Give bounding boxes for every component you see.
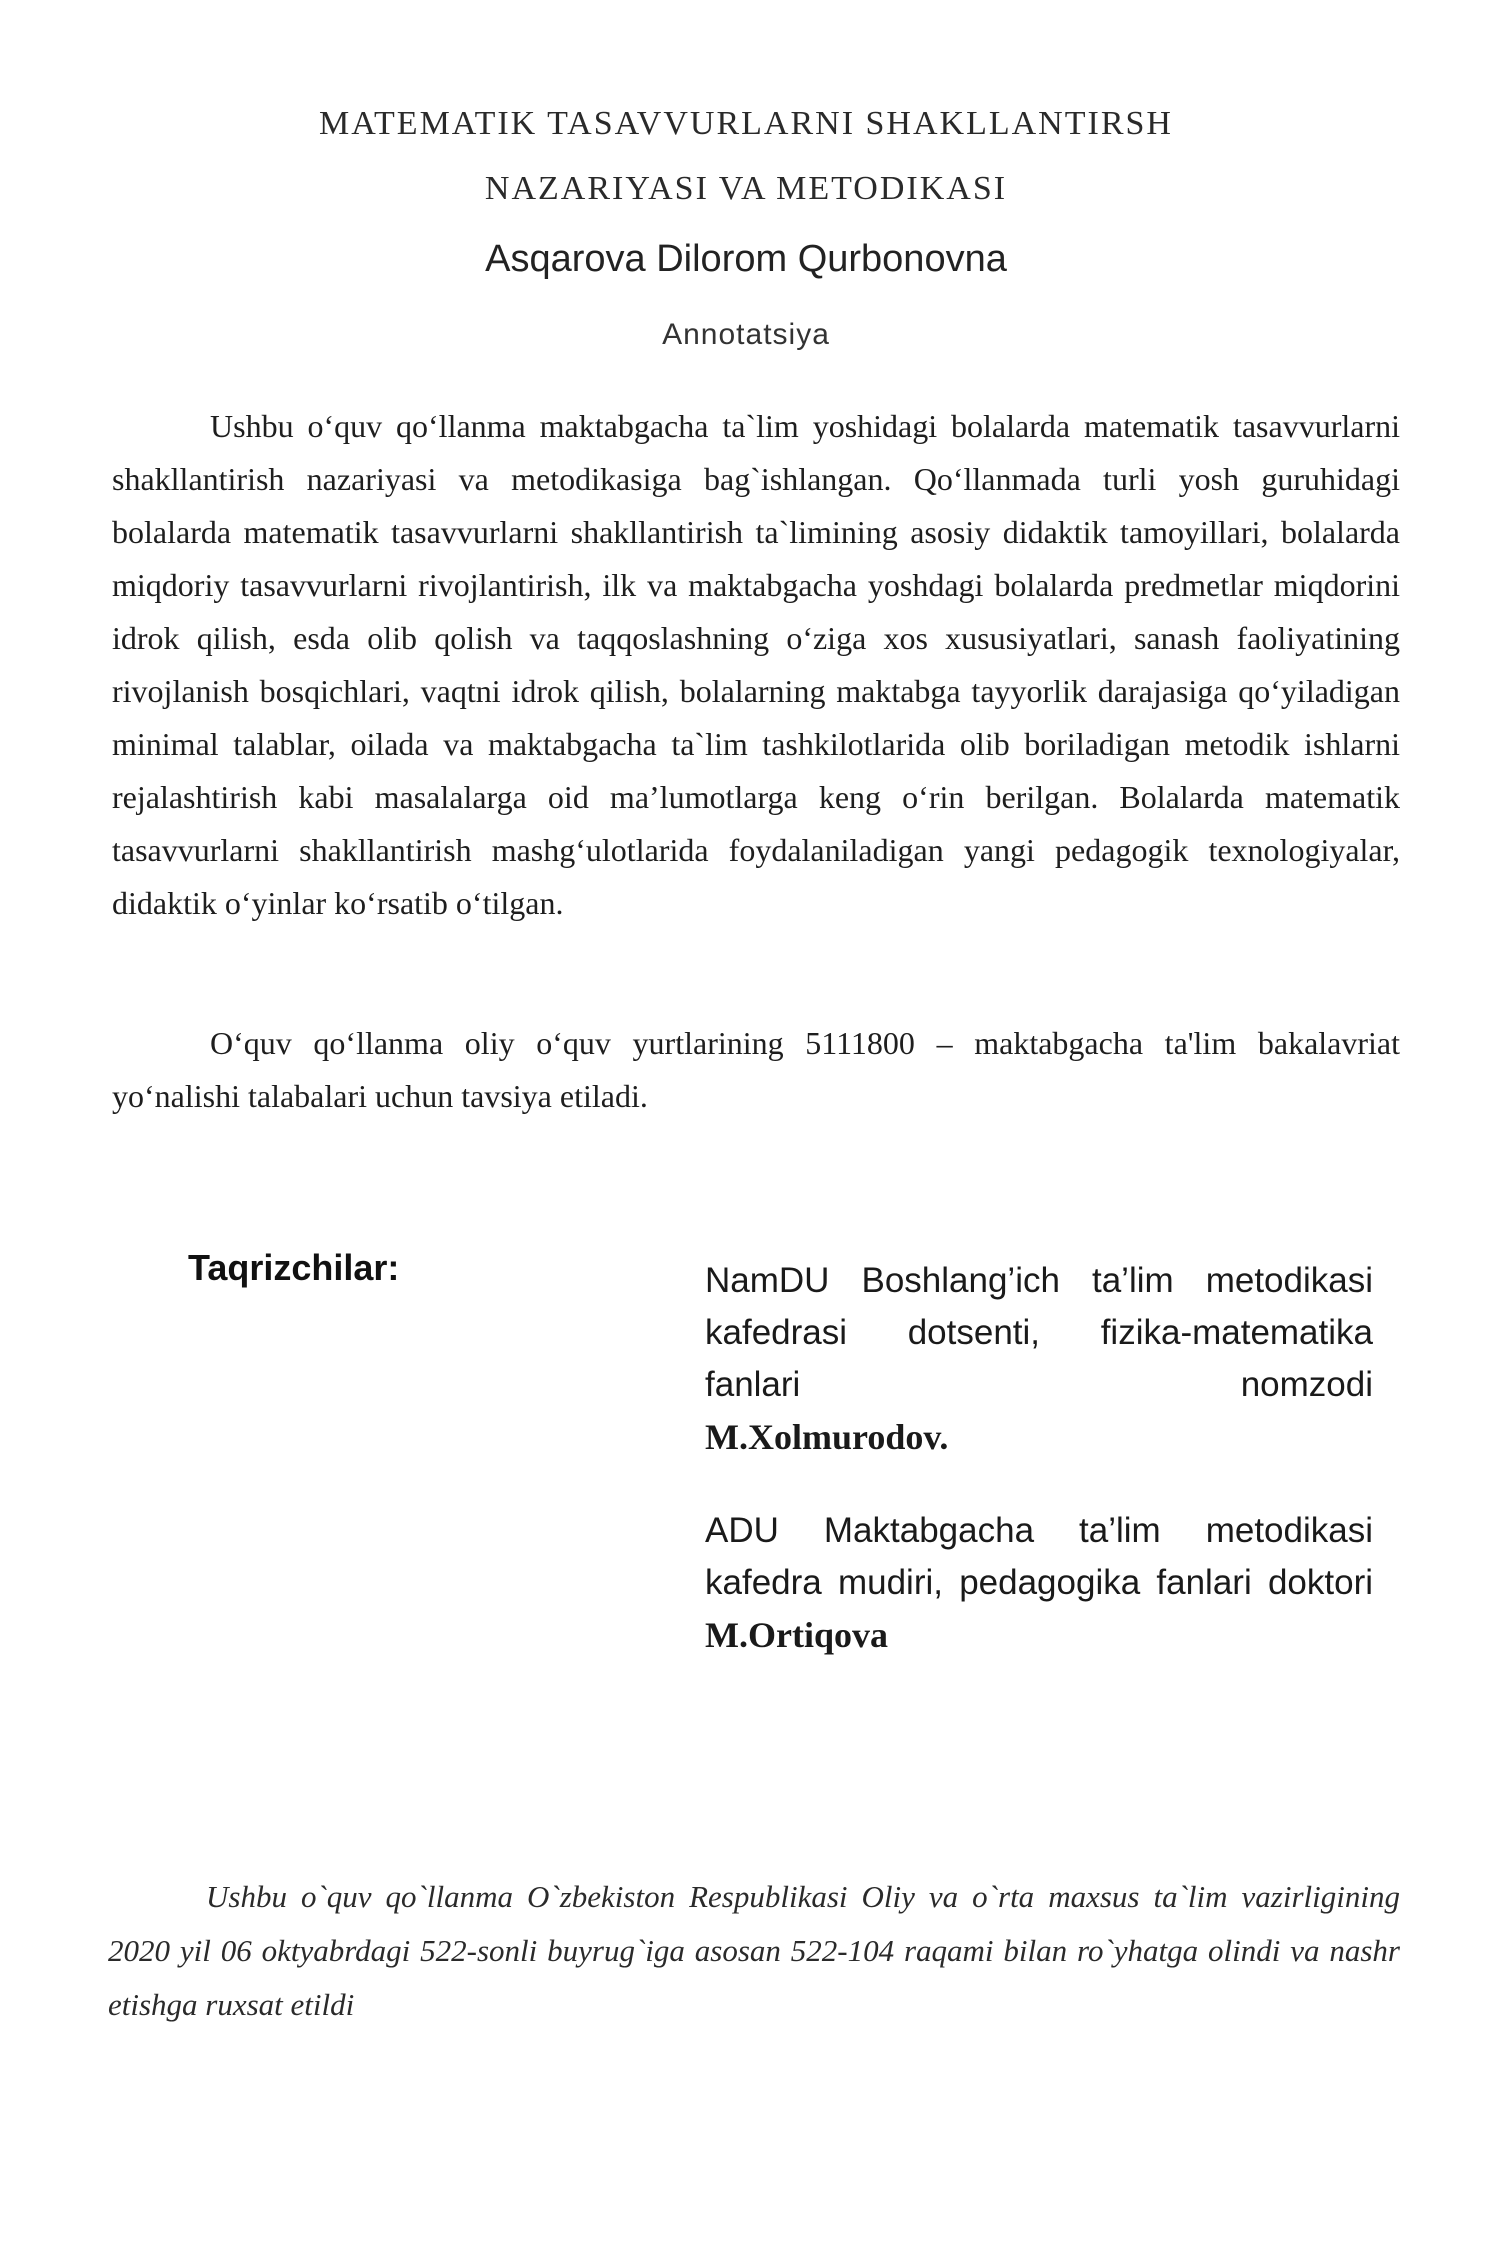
approval-note: Ushbu o`quv qo`llanma O`zbekiston Respublikasi Oliy va o`rta maxsus ta`lim vazirligining 2020 yil 06 oktyabrdagi 522-sonli buyrug`iga asosan 522-104 raqami bilan ro`yhatga olindi va nashr etishga ruxsat etildi [108,1879,1400,2022]
annotation-paragraph-2: O‘quv qo‘llanma oliy o‘quv yurtlarining 5111800 – maktabgacha ta'lim bakalavriat yo‘nalishi talabalari uchun tavsiya etiladi. [112,1025,1400,1114]
reviewer-entry [705,1255,1373,1463]
annotation-heading: Annotatsiya [662,318,830,351]
reviewer-description: ADU Maktabgacha ta’lim metodikasi kafedra mudiri, pedagogika fanlari doktori [705,1511,1373,1602]
reviewer-description: NamDU Boshlang’ich ta’lim metodikasi kafedrasi dotsenti, fizika-matematika fanlari nomzodi [705,1261,1373,1404]
reviewers-label: Taqrizchilar: [188,1247,400,1288]
title-line-1: MATEMATIK TASAVVURLARNI SHAKLLANTIRSH [319,105,1173,142]
title-line-2: NAZARIYASI VA METODIKASI [484,170,1008,207]
reviewer-name: M.Xolmurodov. [705,1417,949,1457]
reviewer-name: M.Ortiqova [705,1615,888,1655]
annotation-paragraph-1: Ushbu o‘quv qo‘llanma maktabgacha ta`lim yoshidagi bolalarda matematik tasavvurlarni shakllantirish nazariyasi va metodikasiga bag`ishlangan. Qo‘llanmada turli yosh guruhidagi bolalarda matematik tasavvurlarni shakllantirish ta`limining asosiy didaktik tamoyillari, bolalarda miqdoriy tasavvurlarni rivojlantirish, ilk va maktabgacha yoshdagi bolalarda predmetlar miqdorini idrok qilish, esda olib qolish va taqqoslashning o‘ziga xos xususiyatlari, sanash faoliyatining rivojlanish bosqichlari, vaqtni idrok qilish, bolalarning maktabga tayyorlik darajasiga qo‘yiladigan minimal talablar, oilada va maktabgacha ta`lim tashkilotlarida olib boriladigan metodik ishlarni rejalashtirish kabi masalalarga oid ma’lumotlarga keng o‘rin berilgan. Bolalarda matematik tasavvurlarni shakllantirish mashg‘ulotlarida foydalaniladigan yangi pedagogik texnologiyalar, didaktik o‘yinlar ko‘rsatib o‘tilgan. [112,408,1400,921]
reviewer-entry [705,1505,1373,1661]
author-name: Asqarova Dilorom Qurbonovna [485,238,1007,280]
